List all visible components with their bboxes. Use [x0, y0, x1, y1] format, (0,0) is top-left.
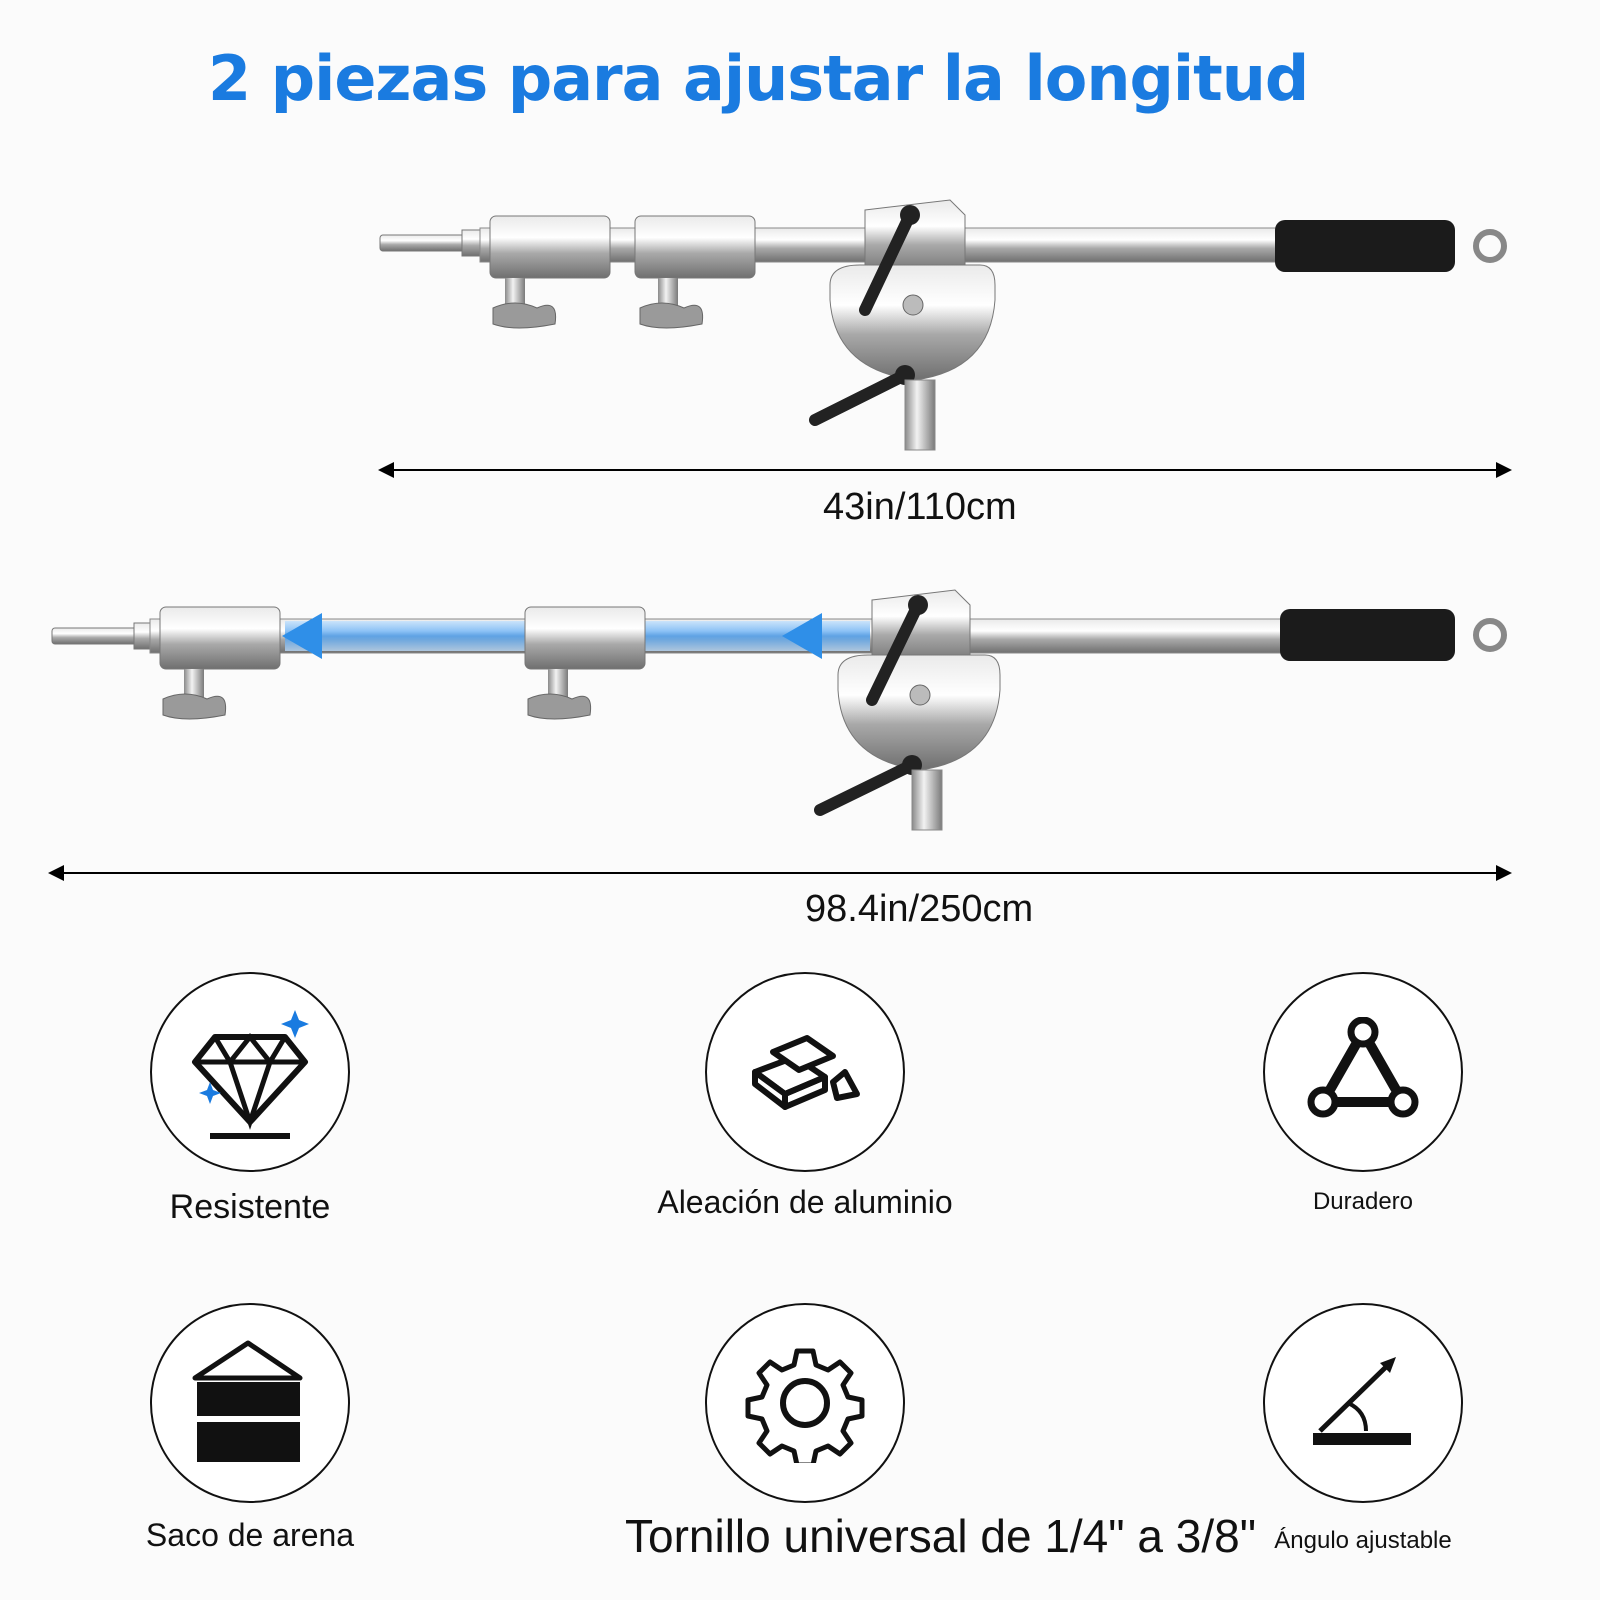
feature-circle: [705, 972, 905, 1172]
feature-circle: [1263, 972, 1463, 1172]
measure-label-short: 43in/110cm: [823, 486, 1017, 528]
arrowhead-left-icon: [378, 462, 394, 478]
sandbag-icon: [190, 1338, 310, 1468]
measure-line-short: [380, 469, 1510, 471]
feature-circle: [150, 972, 350, 1172]
feature-saco: [70, 1303, 430, 1554]
feature-label: Tornillo universal de 1/4" a 3/8": [625, 1510, 1257, 1562]
feature-label: Saco de arena: [145, 1517, 355, 1553]
diamond-icon: [180, 1002, 320, 1142]
feature-label: Ángulo ajustable: [1274, 1527, 1452, 1554]
arrowhead-left-icon: [48, 865, 64, 881]
feature-label: Aleación de aluminio: [657, 1184, 953, 1220]
arrowhead-right-icon: [1496, 462, 1512, 478]
gear-icon: [745, 1343, 865, 1463]
boom-arm-collapsed: [0, 190, 1600, 460]
feature-tornillo: [625, 1303, 1257, 1563]
feature-circle: [705, 1303, 905, 1503]
arrowhead-right-icon: [1496, 865, 1512, 881]
feature-angulo: [1183, 1303, 1543, 1555]
triangle-nodes-icon: [1303, 1017, 1423, 1127]
measure-label-long: 98.4in/250cm: [805, 888, 1034, 930]
page-title: 2 piezas para ajustar la longitud: [208, 42, 1309, 115]
measure-line-long: [50, 872, 1510, 874]
angle-icon: [1308, 1353, 1418, 1453]
feature-label: Duradero: [1312, 1188, 1414, 1215]
feature-resistente: [70, 972, 430, 1227]
feature-circle: [1263, 1303, 1463, 1503]
feature-circle: [150, 1303, 350, 1503]
metal-bars-icon: [745, 1022, 865, 1122]
feature-label: Resistente: [169, 1188, 331, 1226]
boom-arm-extended: [0, 585, 1600, 855]
feature-duradero: [1183, 972, 1543, 1216]
feature-aleacion: [625, 972, 985, 1221]
